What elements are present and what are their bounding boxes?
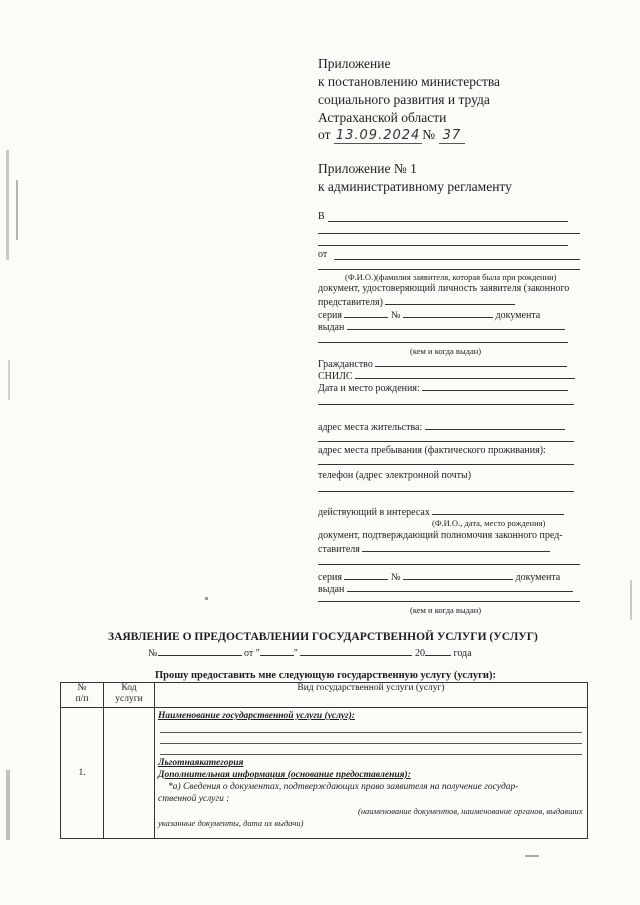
rep-issued-field[interactable]	[347, 582, 573, 592]
rep-issued-label: выдан	[318, 584, 345, 595]
citizenship-label: Гражданство	[318, 359, 373, 370]
rep-issued-row	[318, 582, 573, 596]
service-name-line-1[interactable]	[160, 722, 582, 733]
statement-title: ЗАЯВЛЕНИЕ О ПРЕДОСТАВЛЕНИИ ГОСУДАРСТВЕННОЙ УСЛУГИ (УСЛУГ)	[108, 631, 538, 643]
number-label: №	[390, 310, 401, 321]
to-line-3[interactable]	[318, 245, 568, 246]
to-label: В	[318, 211, 325, 222]
scan-artifact-left-3	[8, 360, 10, 400]
authority-doc-label-2: ставителя	[318, 542, 550, 556]
birth-field[interactable]	[422, 381, 568, 391]
rep-number-label: №	[390, 572, 401, 583]
authority-doc-label: документ, подтверждающий полномочия законного пред-	[318, 530, 563, 541]
series-field[interactable]	[344, 308, 388, 318]
approval-appendix: Приложение	[318, 56, 391, 71]
statement-quote-close: "	[293, 648, 298, 659]
benefit-label: Льготнаякатегория	[158, 758, 244, 768]
approval-date-row	[318, 126, 465, 144]
identity-doc-label: документ, удостоверяющий личность заявителя (законного	[318, 283, 570, 294]
from-line-1[interactable]	[334, 259, 580, 260]
docs-caption-2: указанные документы, дата их выдачи)	[158, 818, 304, 828]
statement-month-field[interactable]	[300, 646, 412, 656]
number-field[interactable]	[403, 308, 493, 318]
to-line-2[interactable]	[318, 233, 580, 234]
scan-artifact-left	[6, 150, 9, 260]
rep-issued-caption: (кем и когда выдан)	[410, 605, 482, 615]
acting-caption: (Ф.И.О., дата, место рождения)	[432, 518, 546, 528]
scan-speck-2	[525, 855, 539, 857]
statement-from-label: от "	[244, 648, 260, 659]
service-name-line-2[interactable]	[160, 733, 582, 744]
row-number: 1.	[61, 708, 104, 839]
series-label: серия	[318, 310, 342, 321]
residence-row	[318, 420, 565, 434]
docs-line-2: ственной услуги :	[158, 794, 230, 804]
approval-number-handwritten: 37	[439, 128, 466, 144]
phone-line[interactable]	[318, 491, 574, 492]
code-cell[interactable]	[104, 708, 155, 839]
col-code-header: Код услуги	[104, 683, 155, 708]
service-name-line-3[interactable]	[160, 744, 582, 755]
issued-line-2[interactable]	[318, 342, 568, 343]
stay-line[interactable]	[318, 464, 574, 465]
authority-doc-line-2[interactable]	[318, 564, 580, 565]
table-header-row	[61, 683, 588, 708]
regulation-ref: к административному регламенту	[318, 179, 512, 194]
from-line-2[interactable]	[318, 269, 580, 270]
rep-number-field[interactable]	[403, 570, 513, 580]
to-line-1[interactable]	[328, 221, 568, 222]
residence-line-2[interactable]	[318, 441, 574, 442]
approval-number-prefix: №	[422, 127, 436, 142]
scan-speck	[205, 597, 208, 600]
rep-issued-line-2[interactable]	[318, 601, 580, 602]
residence-label: адрес места жительства:	[318, 422, 423, 433]
table-row	[61, 708, 588, 839]
stay-label: адрес места пребывания (фактического проживания):	[318, 445, 546, 456]
applicant-issued-row	[318, 320, 565, 334]
authority-doc-field[interactable]	[362, 542, 550, 552]
services-table	[60, 682, 588, 839]
statement-day-field[interactable]	[260, 646, 294, 656]
fio-caption: (Ф.И.О.)(фамилия заявителя, которая была при рождении)	[345, 272, 557, 282]
rep-series-field[interactable]	[344, 570, 388, 580]
statement-number-field[interactable]	[158, 646, 242, 656]
statement-number-row	[148, 646, 472, 660]
issued-label: выдан	[318, 322, 345, 333]
approval-department: социального развития и труда	[318, 92, 490, 107]
rep-document-label: документа	[515, 572, 561, 583]
service-cell	[155, 708, 588, 839]
birth-row	[318, 381, 568, 395]
identity-doc-label-2: представителя)	[318, 295, 515, 309]
service-name-label: Наименование государственной услуги (услуг):	[158, 711, 355, 721]
acting-row	[318, 505, 564, 519]
col-type-header: Вид государственной услуги (услуг)	[155, 683, 588, 708]
birth-line-2[interactable]	[318, 404, 574, 405]
scan-artifact-left-4	[6, 770, 10, 840]
snils-field[interactable]	[355, 369, 575, 379]
regulation-appendix: Приложение № 1	[318, 161, 417, 176]
scan-artifact-left-2	[16, 180, 18, 240]
residence-field[interactable]	[425, 420, 565, 430]
approval-region: Астраханской области	[318, 110, 447, 125]
statement-number-label: №	[148, 648, 158, 659]
acting-field[interactable]	[432, 505, 564, 515]
representative-doc-field[interactable]	[385, 295, 515, 305]
phone-label: телефон (адрес электронной почты)	[318, 470, 472, 481]
from-label: от	[318, 249, 328, 260]
birth-label: Дата и место рождения:	[318, 383, 420, 394]
scan-artifact-right	[630, 580, 632, 620]
col-num-header: № п/п	[61, 683, 104, 708]
approval-date-handwritten: 13.09.2024	[335, 128, 421, 143]
snils-label: СНИЛС	[318, 371, 353, 382]
docs-caption: (наименование документов, наименование органов, выдавших	[358, 806, 583, 816]
approval-ministry: к постановлению министерства	[318, 74, 501, 89]
issued-field[interactable]	[347, 320, 565, 330]
document-label: документа	[495, 310, 541, 321]
rep-series-label: серия	[318, 572, 342, 583]
approval-date-prefix: от	[318, 127, 331, 142]
citizenship-field[interactable]	[375, 357, 567, 367]
issued-caption: (кем и когда выдан)	[410, 346, 482, 356]
statement-year-prefix: 20	[414, 648, 425, 659]
additional-label: Дополнительная информация (основание предоставления):	[158, 770, 411, 780]
acting-label: действующий в интересах	[318, 507, 430, 518]
statement-request: Прошу предоставить мне следующую государственную услугу (услуги):	[155, 670, 496, 681]
statement-year-suffix: года	[453, 648, 472, 659]
docs-line-1: *а) Сведения о документах, подтверждающих право заявителя на получение государ-	[168, 782, 519, 792]
statement-year-field[interactable]	[425, 646, 451, 656]
